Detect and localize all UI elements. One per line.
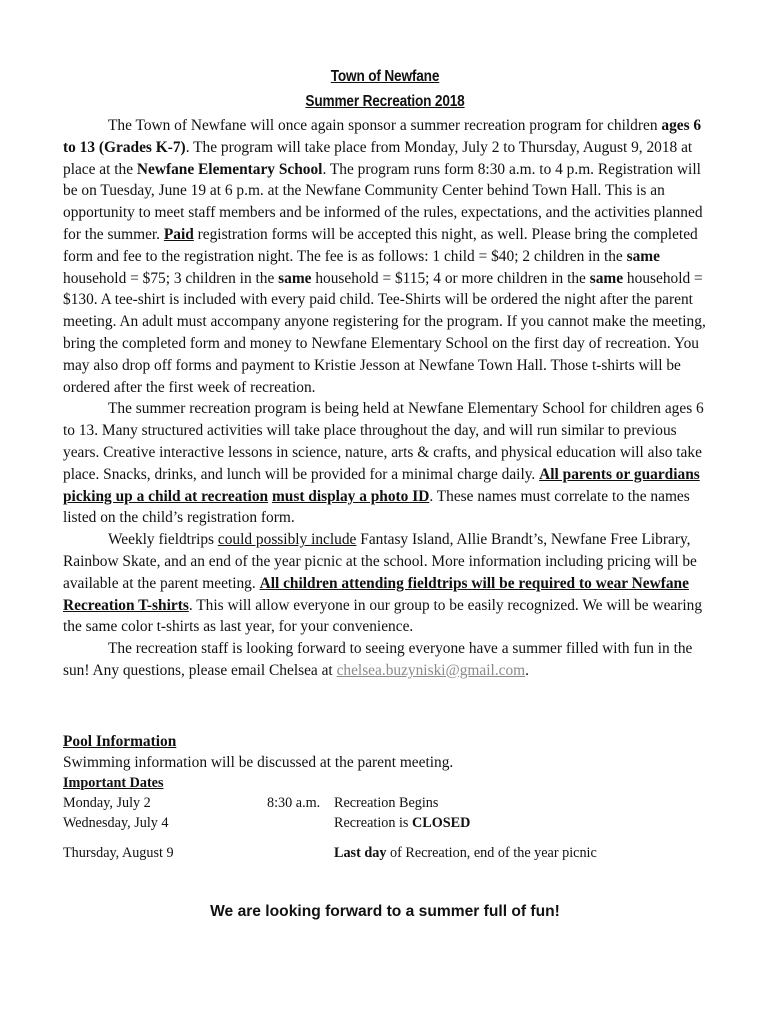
text-run: . This will allow everyone in our group to be easily recognized. We will be wearing the same color t-shirts as last year, for your convenience. bbox=[63, 596, 703, 636]
title-block bbox=[0, 64, 770, 114]
ages-bold: ages 6 to 13 (Grades K-7) bbox=[63, 117, 702, 156]
tshirt-notice: All children attending fieldtrips will be required to wear Newfane Recreation T-shirts bbox=[63, 574, 689, 614]
date-row bbox=[63, 843, 709, 863]
event-text: Recreation is bbox=[334, 815, 413, 831]
same-bold: same bbox=[589, 269, 624, 287]
text-run: The recreation staff is looking forward to seeing everyone have a summer filled with fun in the sun! Any questions, please email Chelsea at bbox=[63, 640, 693, 679]
date-row bbox=[63, 813, 709, 833]
document-subtitle: Summer Recreation 2018 bbox=[305, 93, 465, 110]
date-cell: Thursday, August 9 bbox=[63, 845, 174, 861]
text-run: household = $75; 3 children in the bbox=[63, 269, 279, 287]
pool-section bbox=[63, 731, 709, 863]
parents-notice: All parents or guardians picking up a child at recreation bbox=[63, 465, 700, 505]
event-text: of Recreation, end of the year picnic bbox=[386, 845, 597, 861]
could-include-underline: could possibly include bbox=[217, 531, 357, 549]
event-cell bbox=[334, 843, 597, 863]
pool-text: Swimming information will be discussed at the parent meeting. bbox=[63, 754, 454, 771]
program-description bbox=[63, 115, 709, 682]
text-run: . These names must correlate to the names listed on the child’s registration form. bbox=[63, 487, 690, 527]
event-cell bbox=[334, 813, 470, 833]
closing-line: We are looking forward to a summer full of fun! bbox=[210, 903, 560, 920]
event-bold: Last day bbox=[334, 845, 387, 861]
paragraph-contact bbox=[63, 638, 709, 682]
photo-id-notice: must display a photo ID bbox=[271, 487, 430, 505]
text-run: . bbox=[525, 661, 529, 679]
paragraph-program bbox=[63, 398, 709, 529]
text-run: household = $115; 4 or more children in the bbox=[311, 269, 590, 287]
same-bold: same bbox=[278, 269, 312, 287]
school-bold: Newfane Elementary School bbox=[136, 160, 323, 178]
paragraph-registration bbox=[63, 115, 709, 398]
text-run: Weekly fieldtrips bbox=[108, 531, 218, 549]
text-run: The Town of Newfane will once again sponsor a summer recreation program for children bbox=[108, 117, 662, 134]
time-cell: 8:30 a.m. bbox=[267, 795, 321, 811]
text-run: Fantasy Island, Allie Brandt’s, Newfane Free Library, Rainbow Skate, and an end of the year picnic at the school. More information including pricing will be available at the parent meeting. bbox=[63, 531, 697, 592]
paragraph-fieldtrips bbox=[63, 529, 709, 638]
text-run: registration forms will be accepted this night, as well. Please bring the completed form and fee to the registration night. The fee is as follows: 1 child = $40; 2 children in the bbox=[63, 225, 698, 265]
important-dates-heading: Important Dates bbox=[63, 775, 164, 791]
text-run: household = $130. A tee-shirt is included with every paid child. Tee-Shirts will be ordered the night after the parent meeting. An adult must accompany anyone registering for the program. If you cannot make the meeting, bring the completed form and money to Newfane Elementary School on the first day of recreation. You may also drop off forms and payment to Kristie Jesson at Newfane Town Hall. Those t-shirts will be ordered after the first week of recreation. bbox=[63, 269, 706, 396]
text-run: . The program will take place from Monday, July 2 to Thursday, August 9, 2018 at place at the bbox=[63, 138, 693, 178]
date-row bbox=[63, 793, 709, 813]
same-bold: same bbox=[626, 247, 660, 265]
pool-heading: Pool Information bbox=[63, 733, 177, 750]
date-cell: Monday, July 2 bbox=[63, 795, 151, 811]
event-cell bbox=[334, 793, 438, 813]
text-run: The summer recreation program is being held at Newfane Elementary School for children ages 6 to 13. Many structured activities will take place throughout the day, and will run similar to previous years. Creative interactive lessons in science, nature, arts & crafts, and physical education will also take place. Snacks, drinks, and lunch will be provided for a minimal charge daily. bbox=[63, 400, 704, 483]
document-title: Town of Newfane bbox=[330, 68, 440, 85]
event-bold: CLOSED bbox=[412, 815, 471, 831]
date-cell: Wednesday, July 4 bbox=[63, 815, 169, 831]
text-run: . The program runs form 8:30 a.m. to 4 p.m. Registration will be on Tuesday, June 19 at 6 p.m. at the Newfane Community Center behind Town Hall. This is an opportunity to meet staff members and be informed of the rules, expectations, and the activities planned for the summer. bbox=[63, 160, 703, 243]
email-link[interactable]: chelsea.buzyniski@gmail.com bbox=[336, 661, 526, 679]
event-text: Recreation Begins bbox=[334, 795, 439, 811]
paid-bold: Paid bbox=[163, 225, 194, 243]
